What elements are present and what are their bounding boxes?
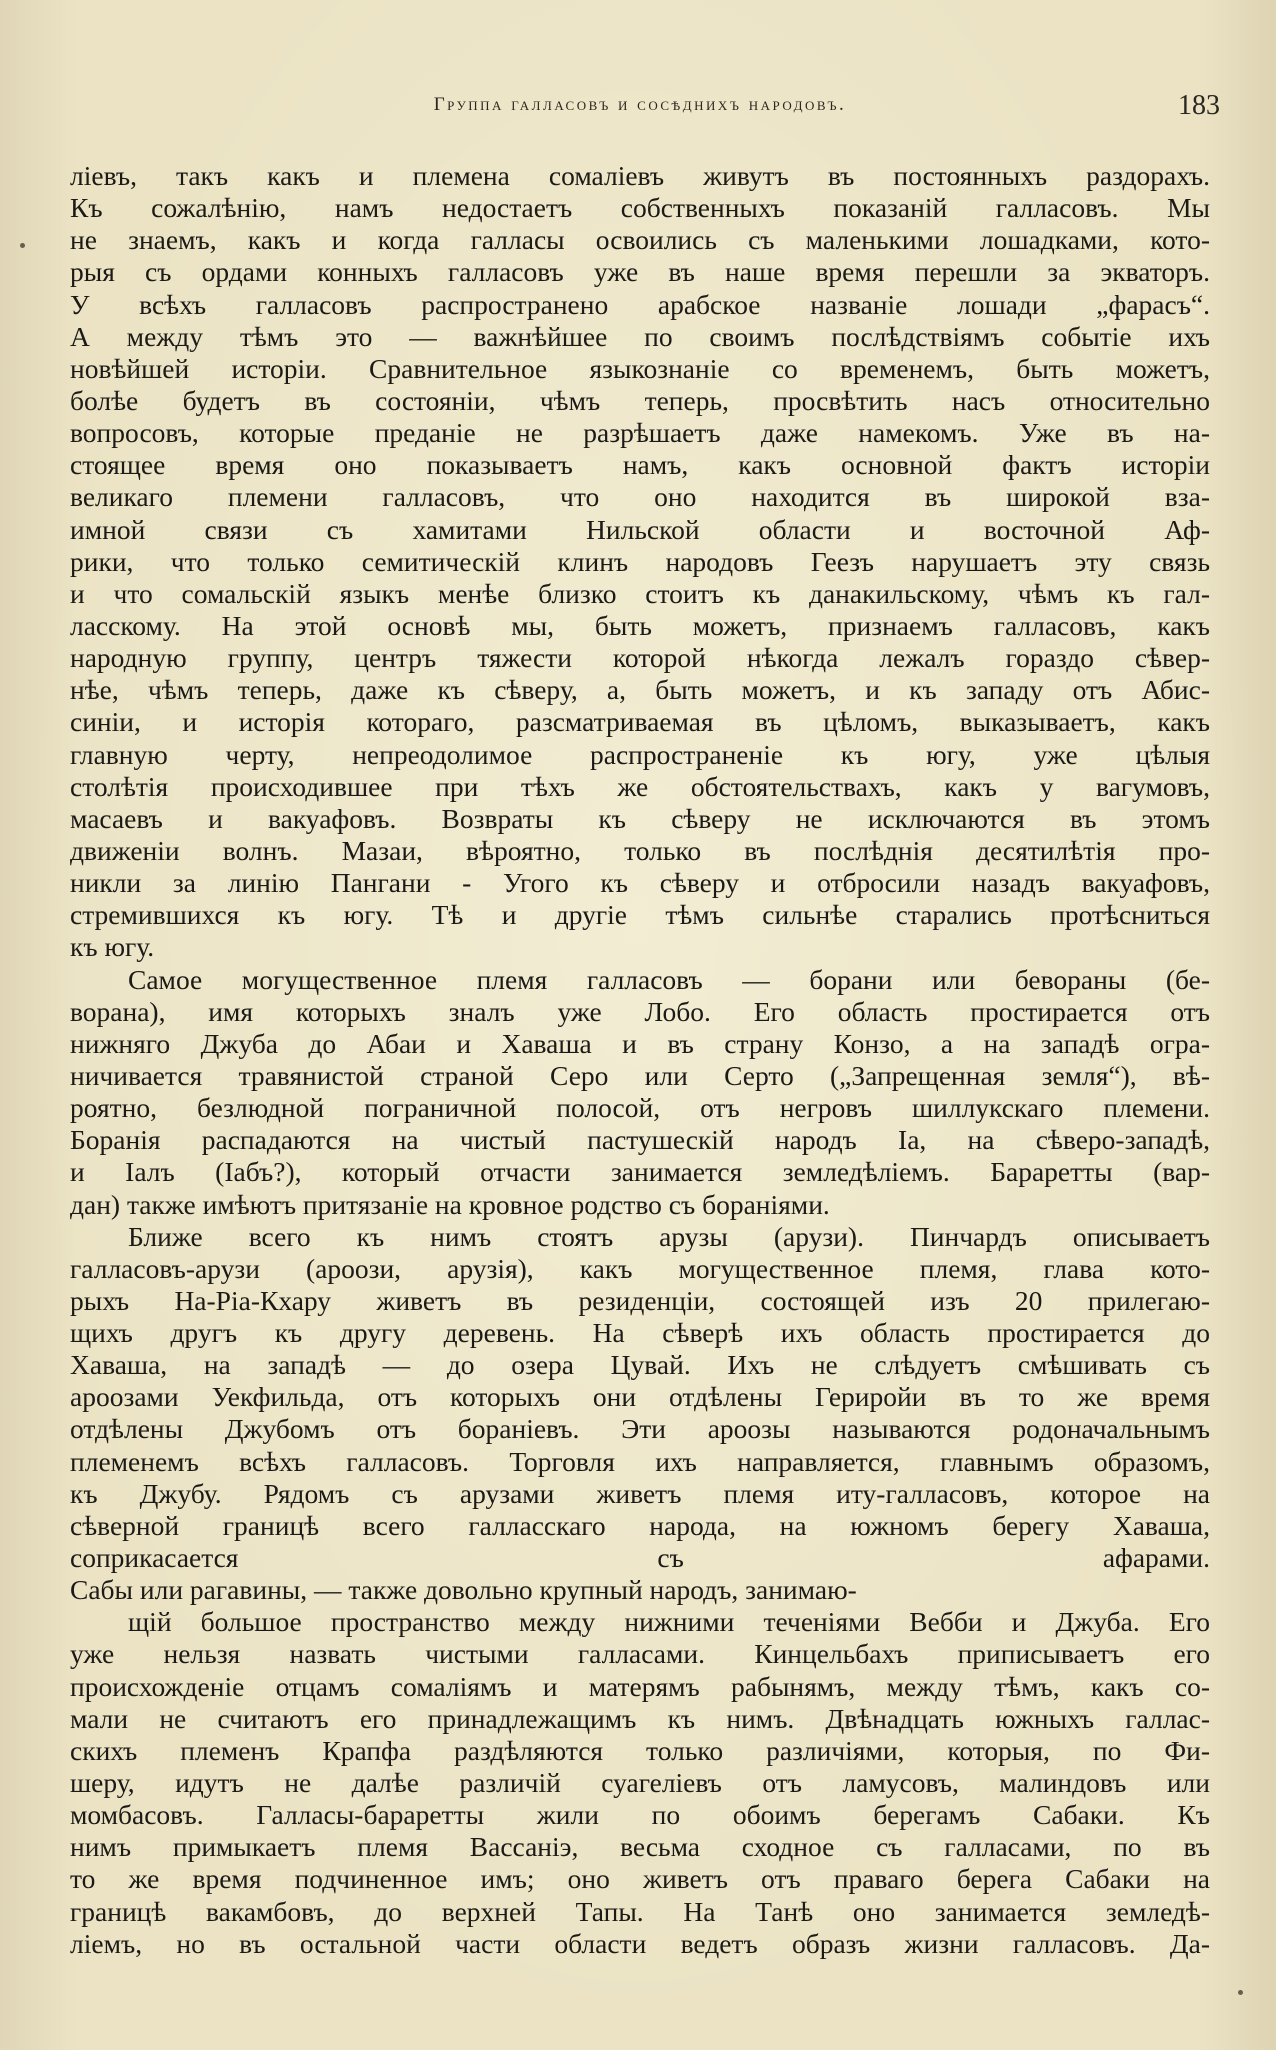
text-line: рыя съ ордами конныхъ галласовъ уже въ наше время перешли за экваторъ. (70, 256, 1210, 288)
text-line: ліемъ, но въ остальной части области ведетъ образъ жизни галласовъ. Да- (70, 1927, 1210, 1959)
text-line: никли за линію Пангани - Угого къ сѣверу и отбросили назадъ вакуафовъ, (70, 867, 1210, 899)
paragraph-start-line: Ближе всего къ нимъ стоятъ арузы (арузи). Пинчардъ описываетъ (128, 1220, 1210, 1252)
paragraph-end-line: дан) также имѣютъ притязаніе на кровное родство съ бораніями. (70, 1188, 830, 1220)
text-line: движеніи волнъ. Мазаи, вѣроятно, только въ послѣднія десятилѣтія про- (70, 834, 1210, 866)
text-line: стоящее время оно показываетъ намъ, какъ основной фактъ исторіи (70, 449, 1210, 481)
text-line: ворана), имя которыхъ зналъ уже Лобо. Его область простирается отъ (70, 995, 1210, 1027)
text-line: уже нельзя назвать чистыми галласами. Кинцельбахъ приписываетъ его (70, 1638, 1210, 1670)
text-line: отдѣлены Джубомъ отъ бораніевъ. Эти ароозы называются родоначальнымъ (70, 1413, 1210, 1445)
text-line: У всѣхъ галласовъ распространено арабское названіе лошади „фарасъ“. (70, 288, 1210, 320)
text-line: великаго племени галласовъ, что оно находится въ широкой вза- (70, 481, 1210, 513)
text-line: стремившихся къ югу. Тѣ и другіе тѣмъ сильнѣе старались протѣсниться (70, 899, 1210, 931)
text-line: Боранія распадаются на чистый пастушескій народъ Іа, на сѣверо-западѣ, (70, 1124, 1210, 1156)
text-line: племенемъ всѣхъ галласовъ. Торговля ихъ направляется, главнымъ образомъ, (70, 1445, 1210, 1477)
text-line: щихъ другъ къ другу деревень. На сѣверѣ ихъ область простирается до (70, 1317, 1210, 1349)
text-line: сѣверной границѣ всего галласскаго народа, на южномъ берегу Хаваша, (70, 1509, 1210, 1541)
text-line: то же время подчиненное имъ; оно живетъ отъ праваго берега Сабаки на (70, 1863, 1210, 1895)
text-line: народную группу, центръ тяжести которой нѣкогда лежалъ гораздо сѣвер- (70, 642, 1210, 674)
text-line (70, 1960, 1210, 1992)
text-line: Хаваша, на западѣ — до озера Цувай. Ихъ не слѣдуетъ смѣшивать съ (70, 1349, 1210, 1381)
text-line: соприкасается съ афарами. (70, 1542, 1210, 1574)
text-line: мали не считаютъ его принадлежащимъ къ нимъ. Двѣнадцать южныхъ галлас- (70, 1702, 1210, 1734)
text-line: ласскому. На этой основѣ мы, быть можетъ, признаемъ галласовъ, какъ (70, 609, 1210, 641)
text-line: не знаемъ, какъ и когда галласы освоились съ маленькими лошадками, кото- (70, 224, 1210, 256)
paragraph-start-line: щій большое пространство между нижними теченіями Вебби и Джуба. Его (128, 1606, 1210, 1638)
text-line: столѣтія происходившее при тѣхъ же обстоятельствахъ, какъ у вагумовъ, (70, 770, 1210, 802)
running-title: Группа галласовъ и сосѣднихъ народовъ. (433, 94, 847, 115)
page-number: 183 (1178, 90, 1220, 121)
margin-speck (20, 243, 25, 248)
paragraph-end-line: къ югу. (70, 931, 155, 963)
text-line: имной связи съ хамитами Нильской области и восточной Аф- (70, 513, 1210, 545)
text-line: границѣ вакамбовъ, до верхней Тапы. На Танѣ оно занимается земледѣ- (70, 1895, 1210, 1927)
text-line: синіи, и исторія котораго, разсматриваемая въ цѣломъ, выказываетъ, какъ (70, 706, 1210, 738)
paragraph-start-line: Самое могущественное племя галласовъ — борани или бевораны (бе- (128, 963, 1210, 995)
text-line: рыхъ На-Ріа-Кхару живетъ въ резиденціи, состоящей изъ 20 прилегаю- (70, 1284, 1210, 1316)
text-line: Къ сожалѣнію, намъ недостаетъ собственныхъ показаній галласовъ. Мы (70, 192, 1210, 224)
text-line: А между тѣмъ это — важнѣйшее по своимъ послѣдствіямъ событіе ихъ (70, 320, 1210, 352)
text-line: къ Джубу. Рядомъ съ арузами живетъ племя иту-галласовъ, которое на (70, 1477, 1210, 1509)
text-line: нѣе, чѣмъ теперь, даже къ сѣверу, а, быть можетъ, и къ западу отъ Абис- (70, 674, 1210, 706)
text-line: момбасовъ. Галласы-бараретты жили по обоимъ берегамъ Сабаки. Къ (70, 1799, 1210, 1831)
text-line: масаевъ и вакуафовъ. Возвраты къ сѣверу не исключаются въ этомъ (70, 802, 1210, 834)
body-text (70, 160, 1210, 1992)
paragraph-end-line: Сабы или рагавины, — также довольно крупный народъ, занимаю- (70, 1574, 857, 1606)
text-line: ароозами Уекфильда, отъ которыхъ они отдѣлены Гериройи въ то же время (70, 1381, 1210, 1413)
text-line: болѣе будетъ въ состояніи, чѣмъ теперь, просвѣтить насъ относительно (70, 384, 1210, 416)
text-line: скихъ племенъ Крапфа раздѣляются только различіями, которыя, по Фи- (70, 1734, 1210, 1766)
text-line: нижняго Джуба до Абаи и Хаваша и въ страну Конзо, а на западѣ огра- (70, 1027, 1210, 1059)
text-line: новѣйшей исторіи. Сравнительное языкознаніе со временемъ, быть можетъ, (70, 352, 1210, 384)
page-header (60, 90, 1220, 134)
text-line: шеру, идутъ не далѣе различій суагеліевъ отъ ламусовъ, малиндовъ или (70, 1767, 1210, 1799)
text-line: ничивается травянистой страной Серо или Серто („Запрещенная земля“), вѣ- (70, 1059, 1210, 1091)
text-line: ліевъ, такъ какъ и племена сомаліевъ живутъ въ постоянныхъ раздорахъ. (70, 160, 1210, 191)
text-line: и Іалъ (Іабъ?), который отчасти занимается земледѣліемъ. Бараретты (вар- (70, 1156, 1210, 1188)
text-line: галласовъ-арузи (ароози, арузія), какъ могущественное племя, глава кото- (70, 1252, 1210, 1284)
text-line: главную черту, непреодолимое распространеніе къ югу, уже цѣлыя (70, 738, 1210, 770)
text-line: нимъ примыкаетъ племя Вассаніэ, весьма сходное съ галласами, по въ (70, 1831, 1210, 1863)
text-line: и что сомальскій языкъ менѣе близко стоитъ къ данакильскому, чѣмъ къ гал- (70, 577, 1210, 609)
text-line: происхожденіе отцамъ сомаліямъ и матерямъ рабынямъ, между тѣмъ, какъ со- (70, 1670, 1210, 1702)
text-line: роятно, безлюдной пограничной полосой, отъ негровъ шиллукскаго племени. (70, 1092, 1210, 1124)
text-line: рики, что только семитическій клинъ народовъ Геезъ нарушаетъ эту связь (70, 545, 1210, 577)
text-line: вопросовъ, которые преданіе не разрѣшаетъ даже намекомъ. Уже въ на- (70, 417, 1210, 449)
margin-speck (1238, 1990, 1243, 1995)
